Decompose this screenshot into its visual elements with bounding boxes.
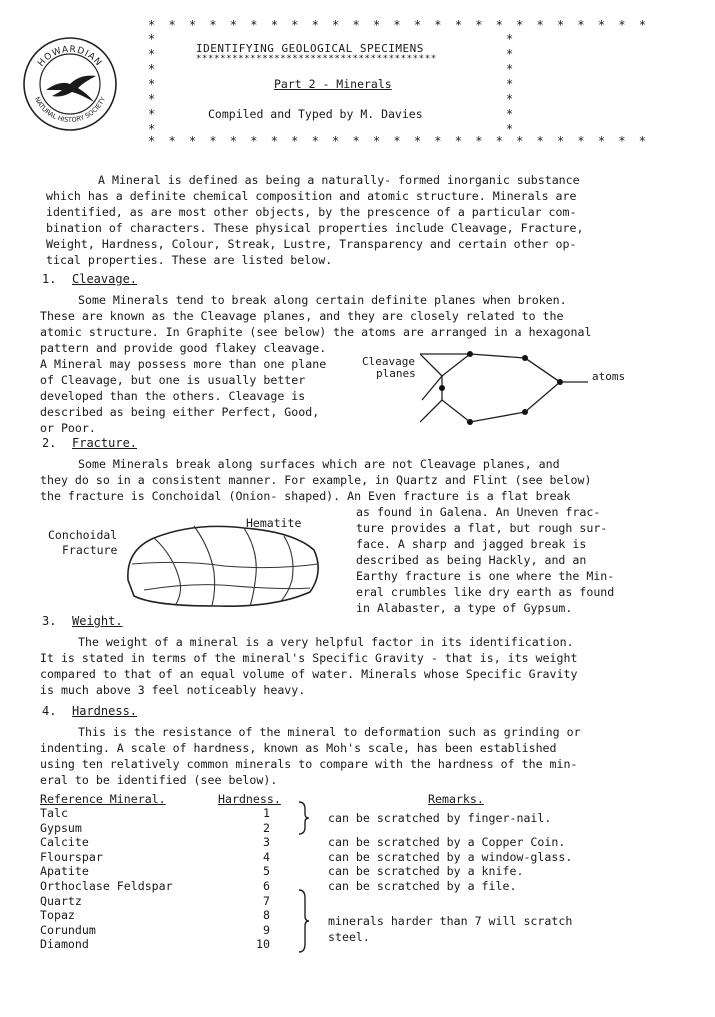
remark-quartz-plus-2: steel. (328, 930, 370, 944)
hardness-paragraph: This is the resistance of the mineral to deformation such as grinding or indenting. A scale of hardness, known as Moh's scale, has been established using ten relatively common minerals to compare with the hardness of the min- eral to be identified (see below). (40, 725, 581, 787)
part-subtitle: Part 2 - Minerals (274, 77, 392, 91)
table-row: Corundum (40, 922, 96, 937)
remark-orthoclase: can be scratched by a file. (328, 879, 517, 893)
conchoidal-label: Conchoidal Fracture (48, 528, 118, 557)
remark-calcite: can be scratched by a Copper Coin. (328, 835, 566, 849)
atoms-label: atoms (592, 370, 626, 383)
title-underline-stars: **************************************** (196, 54, 437, 64)
section-number-2: 2. (42, 436, 57, 450)
section-heading-fracture: Fracture. (72, 436, 138, 450)
table-row: Apatite (40, 864, 89, 879)
fracture-paragraph: Some Minerals break along surfaces which are not Cleavage planes, and they do so in a consistent manner. For example, in Quartz and Flint (see below) the fracture is Conchoidal (Onion- shaped). An Even fracture is a flat break (40, 457, 592, 503)
brace-2 (296, 888, 312, 957)
hardness-column: 1 2 3 4 5 6 7 8 9 10 (256, 806, 270, 952)
table-header-hardness: Hardness. (218, 792, 281, 806)
table-row: Topaz (40, 908, 75, 923)
table-row: Quartz (40, 893, 82, 908)
section-number-4: 4. (42, 704, 57, 718)
table-row: Gypsum (40, 820, 82, 835)
compiled-by: Compiled and Typed by M. Davies (208, 107, 423, 121)
section-heading-hardness: Hardness. (72, 704, 138, 718)
table-row: Orthoclase Feldspar (40, 878, 173, 893)
table-row: Calcite (40, 835, 89, 850)
table-row: Talc (40, 806, 68, 820)
intro-paragraph: A Mineral is defined as being a naturally- formed inorganic substance which has a definite chemical composition and atomic structure. Minerals are identified, as are most other objects, by the prescence of a particular com- bination of characters. These physical properties include Cleavage, Fracture, Weight, Hardness, Colour, Streak, Lustre, Transparency and certain other op- tical properties. These are listed below. (46, 173, 584, 267)
fracture-paragraph-right: as found in Galena. An Uneven frac- ture provides a flat, but rough sur- face. A sharp and jagged break is described as being Hackly, and an Earthy fracture is one where the Min- eral crumbles like dry earth as found in Alabaster, a type of Gypsum. (356, 505, 615, 615)
section-number-1: 1. (42, 272, 57, 286)
society-logo (22, 36, 118, 132)
hematite-label: Hematite (246, 516, 302, 530)
table-row: Diamond (40, 937, 89, 952)
mineral-column (40, 806, 173, 952)
cleavage-paragraph: Some Minerals tend to break along certain definite planes when broken. These are known as the Cleavage planes, and they are closely related to the atomic structure. In Graphite (see below) the atoms are arranged in a hexagonal pattern and provide good flakey cleavage. (40, 293, 592, 355)
header-box (148, 18, 650, 148)
cleavage-planes-label: Cleavage planes (362, 355, 416, 380)
cleavage-paragraph-left: A Mineral may possess more than one plane of Cleavage, but one is usually better developed than the others. Cleavage is described as being either Perfect, Good, or Poor. (40, 357, 327, 435)
remark-talc: can be scratched by finger-nail. (328, 811, 552, 825)
table-row: Flourspar (40, 849, 103, 864)
star-border-left: * * * * * * * (148, 32, 159, 136)
section-number-3: 3. (42, 614, 57, 628)
star-border-top: * * * * * * * * * * * * * * * * * * * * * * * * * (148, 18, 650, 32)
graphite-hexagon-diagram (420, 340, 590, 438)
table-header-mineral: Reference Mineral. (40, 792, 166, 806)
weight-paragraph: The weight of a mineral is a very helpful factor in its identification. It is stated in terms of the mineral's Specific Gravity - that is, its weight compared to that of an equal volume of water. Minerals whose Specific Gravity is much above 3 feel noticeably heavy. (40, 635, 578, 697)
atom-dots (439, 351, 563, 425)
remark-apatite: can be scratched by a knife. (328, 864, 524, 878)
table-header-remarks: Remarks. (428, 792, 484, 806)
remark-quartz-plus: minerals harder than 7 will scratch (328, 914, 573, 928)
section-heading-weight: Weight. (72, 614, 123, 628)
svg-text:HOWARDIAN: HOWARDIAN (36, 44, 104, 69)
star-border-right: * * * * * * * (506, 32, 517, 136)
document-title: IDENTIFYING GEOLOGICAL SPECIMENS (196, 42, 424, 55)
brace-1 (296, 800, 312, 839)
remark-flourspar: can be scratched by a window-glass. (328, 850, 573, 864)
hematite-sketch (124, 520, 324, 613)
svg-text:NATURAL HISTORY SOCIETY: NATURAL HISTORY SOCIETY (32, 95, 108, 125)
star-border-bottom: * * * * * * * * * * * * * * * * * * * * * * * * * (148, 134, 650, 148)
section-heading-cleavage: Cleavage. (72, 272, 138, 286)
